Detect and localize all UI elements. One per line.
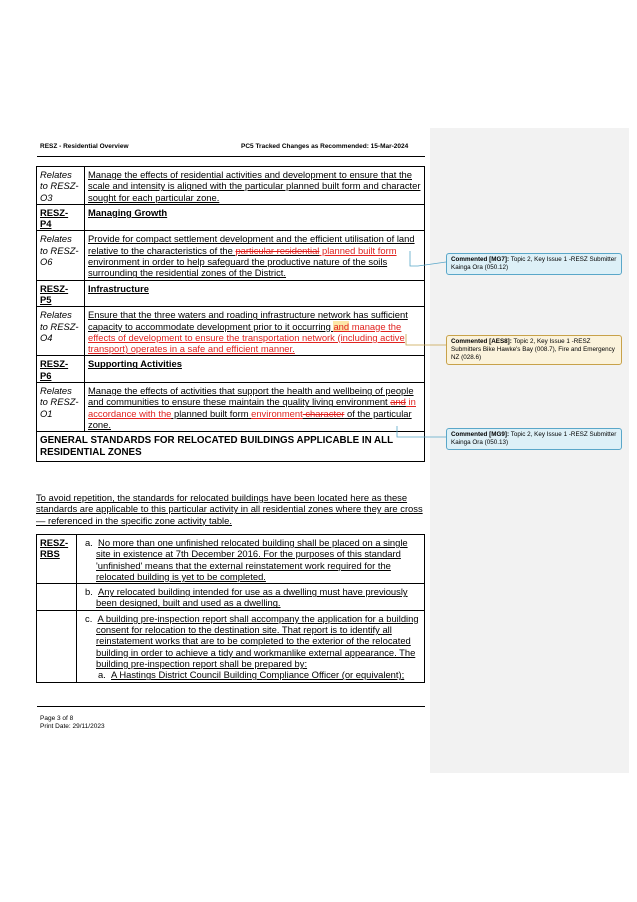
tracked-insertion: in accordance with the bbox=[88, 396, 416, 419]
policy-text: Manage the effects of activities that support the health and wellbeing of people and communities to ensure these maintain the quality living environment and in accordance with the planned built form environment character of the particular zone. bbox=[85, 383, 425, 432]
policy-code: RESZ- P5 bbox=[37, 280, 85, 307]
comment-text: Topic 2, Key Issue 1 -RESZ Submitter Kainga Ora (050.13) bbox=[451, 431, 617, 446]
standard-text: A building pre-inspection report shall accompany the application for a building consent for relocation to the destination site. That report is to identify all reinstatement works that are to be completed to the exterior of the relocated building in order to achieve a tidy and workmanlike external appearance. The building pre-inspection report shall be prepared by: bbox=[96, 612, 419, 669]
header-left: RESZ - Residential Overview bbox=[40, 143, 129, 150]
footer-rule bbox=[37, 706, 425, 707]
relates-ref: Relates to RESZ- O6 bbox=[37, 231, 85, 280]
connector-line-3 bbox=[397, 426, 446, 437]
connector-line-2 bbox=[406, 334, 446, 345]
comment-box[interactable] bbox=[446, 335, 622, 365]
tracked-insertion: environment bbox=[251, 407, 303, 419]
footer-page: Page 3 of 8 bbox=[40, 715, 74, 722]
policy-text: Ensure that the three waters and roading infrastructure network has sufficient capacity to accommodate development prior to it occurring and manage the effects of development to ensure the transportation network (including active transport) operates in a safe and efficient manner. bbox=[85, 307, 425, 356]
general-standards-heading: GENERAL STANDARDS FOR RELOCATED BUILDINGS APPLICABLE IN ALL RESIDENTIAL ZONES bbox=[37, 432, 425, 462]
standard-text: Any relocated building intended for use as a dwelling must have previously been designed, built and used as a dwelling. bbox=[96, 586, 408, 609]
relates-ref: Relates to RESZ- O4 bbox=[37, 307, 85, 356]
list-label: b. bbox=[85, 586, 93, 598]
comment-box[interactable] bbox=[446, 253, 622, 275]
comment-author: Commented [AES8]: bbox=[451, 338, 512, 345]
header-right: PC5 Tracked Changes as Recommended: 15-Mar-2024 bbox=[241, 143, 409, 150]
tracked-insertion: and bbox=[333, 320, 350, 332]
comment-author: Commented [MG9]: bbox=[451, 431, 510, 438]
relates-ref: Relates to RESZ- O3 bbox=[37, 167, 85, 205]
comment-box[interactable] bbox=[446, 428, 622, 450]
policy-code: RESZ- P6 bbox=[37, 356, 85, 383]
standard-subtext: A Hastings District Council Building Compliance Officer (or equivalent); bbox=[111, 669, 405, 681]
intro-paragraph: To avoid repetition, the standards for relocated buildings have been located here as these standards are applicable to this particular activity in all residential zones where they are cross — referenced in the specific zone activity table. bbox=[36, 492, 423, 526]
policy-code: RESZ- P4 bbox=[37, 204, 85, 231]
comment-text: Topic 2, Key Issue 1 -RESZ Submitter Kainga Ora (050.12) bbox=[451, 256, 617, 271]
list-label: c. bbox=[85, 612, 93, 624]
tracked-deletion: particular residential bbox=[235, 244, 320, 256]
footer-print-date: Print Date: 29/11/2023 bbox=[40, 723, 105, 730]
standard-code: RESZ- RBS bbox=[37, 535, 77, 584]
policy-text: Provide for compact settlement development and the efficient utilisation of land relative to the characteristics of the particular residential planned built form environment in order to help safeguard the productive nature of the soils surrounding the residential zones of the District. bbox=[85, 231, 425, 280]
comment-text: Topic 2, Key Issue 1 -RESZ Submitters Bike Hawke's Bay (008.7), Fire and Emergency NZ (028.6) bbox=[451, 338, 615, 361]
policy-title: Supporting Activities bbox=[85, 356, 425, 383]
comment-author: Commented [MG7]: bbox=[451, 256, 510, 263]
standard-text: No more than one unfinished relocated building shall be placed on a single site in existence at 7th December 2016. For the purposes of this standard 'unfinished' means that the external reinstatement work required for the relocated building is yet to be completed. bbox=[96, 537, 408, 582]
tracked-deletion: character bbox=[302, 407, 345, 419]
list-label: a. bbox=[85, 537, 93, 548]
policy-title: Managing Growth bbox=[85, 204, 425, 231]
relates-ref: Relates to RESZ- O1 bbox=[37, 383, 85, 432]
policy-text: Manage the effects of residential activities and development to ensure that the scale and intensity is aligned with the particular planned built form and character sought for each particular zone. bbox=[85, 167, 425, 205]
policy-title: Infrastructure bbox=[85, 280, 425, 307]
list-label: a. bbox=[98, 669, 106, 681]
tracked-insertion: planned built form bbox=[319, 244, 397, 256]
tracked-insertion: manage the effects of development to ensure the transportation network (including active transport) operates in a safe and efficient manner. bbox=[88, 320, 405, 355]
tracked-deletion: and bbox=[390, 396, 406, 408]
connector-line-1 bbox=[410, 251, 446, 266]
